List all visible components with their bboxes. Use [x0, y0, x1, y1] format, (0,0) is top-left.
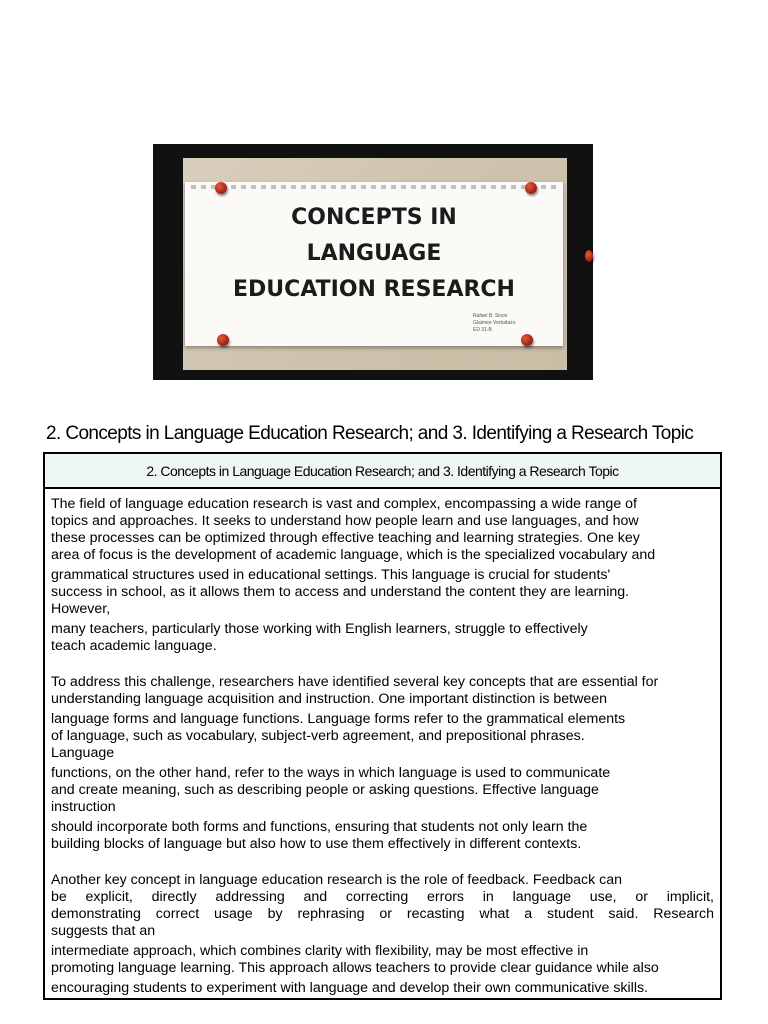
paragraph-2 [51, 674, 714, 853]
paragraph-1 [51, 496, 714, 655]
text-line: and create meaning, such as describing people or asking questions. Effective language [51, 782, 599, 798]
text-line: be explicit, directly addressing and correcting errors in language use, or implicit, [51, 889, 714, 905]
text-line: language forms and language functions. Language forms refer to the grammatical elements [51, 711, 626, 727]
text-line: of language, such as vocabulary, subject-verb agreement, and prepositional phrases. [51, 728, 585, 744]
pushpin-icon [215, 182, 227, 194]
slide-credit: Rafael B. Sison Glaimee Vertudazo ED 31-B [473, 313, 516, 333]
text-line: many teachers, particularly those working with English learners, struggle to effectively [51, 621, 588, 637]
slide-paper [185, 182, 563, 346]
text-line: building blocks of language but also how to use them effectively in different contexts. [51, 836, 582, 852]
text-line: teach academic language. [51, 638, 217, 654]
text-line: The field of language education research is vast and complex, encompassing a wide range of [51, 496, 637, 512]
pushpin-icon [521, 334, 533, 346]
text-line: promoting language learning. This approach allows teachers to provide clear guidance while also [51, 960, 659, 976]
text-line: Another key concept in language education research is the role of feedback. Feedback can [51, 872, 623, 888]
text-line: suggests that an [51, 923, 156, 939]
table-header: 2. Concepts in Language Education Research; and 3. Identifying a Research Topic [45, 454, 720, 489]
text-line: intermediate approach, which combines clarity with flexibility, may be most effective in [51, 943, 589, 959]
pushpin-icon [525, 182, 537, 194]
text-line: Language [51, 745, 115, 761]
text-line: To address this challenge, researchers have identified several key concepts that are essential for [51, 674, 659, 690]
slide-title: CONCEPTS IN LANGUAGE EDUCATION RESEARCH [233, 205, 515, 302]
pushpin-icon [217, 334, 229, 346]
table-body [45, 489, 720, 997]
text-line: encouraging students to experiment with language and develop their own communicative skills. [51, 980, 649, 996]
text-line: topics and approaches. It seeks to understand how people learn and use languages, and how [51, 513, 639, 529]
slide-image [153, 144, 593, 380]
text-line: demonstrating correct usage by rephrasing or recasting what a student said. Research [51, 906, 714, 922]
text-line: success in school, as it allows them to access and understand the content they are learning. [51, 584, 630, 600]
text-line: these processes can be optimized through effective teaching and learning strategies. One key [51, 530, 640, 546]
text-line: area of focus is the development of academic language, which is the specialized vocabulary and [51, 547, 656, 563]
text-line: However, [51, 601, 111, 617]
paper-perforation [191, 185, 557, 189]
page-heading: 2. Concepts in Language Education Research; and 3. Identifying a Research Topic [46, 423, 694, 444]
text-line: instruction [51, 799, 116, 815]
text-line: functions, on the other hand, refer to the ways in which language is used to communicate [51, 765, 611, 781]
text-line: understanding language acquisition and instruction. One important distinction is between [51, 691, 608, 707]
content-table [43, 452, 722, 1000]
pushpin-icon [585, 250, 593, 262]
text-line: grammatical structures used in educational settings. This language is crucial for students' [51, 567, 611, 583]
text-line: should incorporate both forms and functions, ensuring that students not only learn the [51, 819, 588, 835]
paragraph-3 [51, 872, 714, 997]
